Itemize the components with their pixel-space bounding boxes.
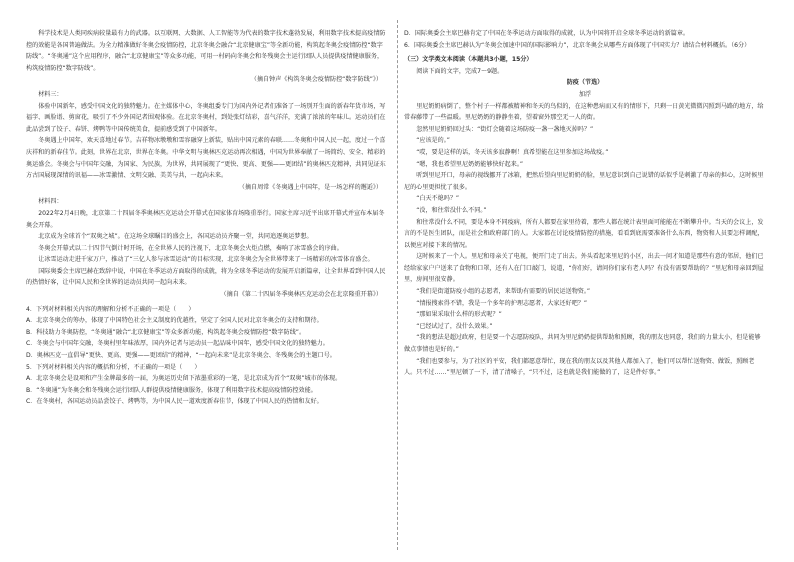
paragraph-l5: 冬奥遇上中国年，欢天喜地过春节。吉祥物冰墩墩和雪容融穿上新装，贴出中国元素的春联……冬奥和中国人民一起，度过一个喜庆祥和的新春佳节。此刻，世界在北京，世界在冬奥。中华文明与奥林匹克运动再次相遇，中国为世界奉献了一场简约、安全、精彩的奥运盛会。冬奥会与中国年交融，为国家、为民族，为世界，共同展现了“更快、更高、更强——更团结”的奥林匹克精神，共同见证东方古国展现深情的讯福——冰雪激情、文明交融、美美与共，一起向未来。 <box>26 137 386 180</box>
paragraph-r14: “没，和往常没什么不同。” <box>416 206 487 214</box>
paragraph-r17: “我们是街道防疫小组的志愿者，来帮助有需要的居民运送物资。” <box>416 288 591 296</box>
paragraph-r9: “应该是的。” <box>416 137 450 145</box>
paragraph-r7: 里尼奶奶病倒了，整个村子一样都被精神和冬天的鸟似的，在这种患病而又有的情形下，只剩一日黄光微微闪照到马路的地方，给常春藤带了一些温暖。里尼奶奶的静静坐着，望着窗外那空无一人的街。 <box>404 102 764 122</box>
paragraph-l6: （摘自周常《冬奥遇上中国年，是一场怎样的邂逅》） <box>238 183 382 191</box>
paragraph-l9: 北京成为全球首个“双奥之城”。在这场全球瞩目的盛会上，各国运动员齐聚一堂，共同追逐奥运梦想。 <box>38 233 313 241</box>
paragraph-r2: 6．国际奥委会主席巴赫认为“冬奥会加速中国的国际影响力”，北京冬奥会从哪些方面体现了中国实力？请结合材料概括。（6分） <box>404 41 751 49</box>
paragraph-r19: “那如果采取什么样的形式呢？” <box>416 311 502 319</box>
paragraph-l4: 体验中国新年，感受中国文化的独特魅力。在主媒体中心，冬奥组委专门为国内外记者们准备了一场别开生面的新春年货市场，写福字、画脸谱、剪窗花，吸引了不少外国记者围观体验。在北京冬奥村，到处张灯结彩，喜气洋洋，充满了浓浓的年味儿。运动员们在此品尝到了饺子、春饼、烤鸭等中国传统美食，提前感受到了中国新年。 <box>26 102 386 133</box>
column-divider <box>397 20 398 550</box>
paragraph-r5: 防疫（节选） <box>566 79 604 87</box>
paragraph-l10: 冬奥会开幕式以二十四节气倒计时开场，在全世界人民的注视下，北京冬奥会火炬点燃，奏响了冰雪盛会的序曲。 <box>38 244 343 252</box>
paragraph-l7: 材料四： <box>38 198 63 206</box>
right-column <box>404 28 766 379</box>
left-column <box>26 28 388 408</box>
paragraph-r8: 忽然里尼奶奶回过头：“街灯会随着这场防疫一盏一盏地灭掉吗？” <box>416 125 594 133</box>
paragraph-r13: “白天不熄吗？” <box>416 195 460 203</box>
paragraph-r1: D．国际奥委会主席巴赫肯定了中国在冬季运动方面取得的成就，认为中国将开启全球冬季运动的新篇章。 <box>404 30 690 37</box>
paragraph-l16: B．科技助力冬奥防控，“冬奥通”融合“北京健康宝”等众多新功能，构筑起冬奥会疫情防控“数字防线”。 <box>26 328 306 336</box>
paragraph-l14: 4．下列对材料相关内容的理解和分析不正确的一项是（ ） <box>26 305 195 313</box>
paragraph-l13: （摘自《第二十四届冬季奥林匹克运动会在北京隆重开幕》） <box>220 291 382 299</box>
paragraph-l2: （摘自钟声《构筑冬奥会疫情防控“数字防线”》） <box>250 76 382 84</box>
paragraph-r20: “已经试过了，没什么效果。” <box>416 322 493 330</box>
paragraph-r15: 和往常没什么不同，要是本身不同疫病，所有人都要在家里待着，那些人都在统计表里面可能能在不断攀升中。当天的会议上，发言的不是医生团队，而是社会和政府部门的人。大家都在讨论疫情防控的措施，看看到底需要准备什么东西，物资和人员要怎样调配，以便应对接下来的情况。 <box>404 218 764 249</box>
paragraph-l20: A．北京冬奥会是设项和产生金牌最多的一届，为奥运历史留下浓墨重彩的一笔，是北京成为首个“双奥”城市的体现。 <box>26 375 342 383</box>
paragraph-l1: 科学技术是人类同疾病较量最有力的武器。以互联网、大数据、人工智能等为代表的数字技术蓬勃发展，利用数字技术提高疫情防控的效能是各国普遍做法。为全力精准做好冬奥会疫情防控，北京冬奥会融合“北京健康宝”等全新功能，构筑起冬奥会疫情防控“数字防线”。“冬奥通”这个应用程序，融合“北京健康宝”等众多功能，可用一村码向冬奥会和冬残奥会主运行团队人员提供疫情健康服务，构筑疫情防控“数字防线”。 <box>26 30 386 72</box>
paragraph-l15: A．北京冬奥会的筹办，体现了中国特色社会主义制度的优越性，坚定了全国人民对北京冬奥会的支持和期待。 <box>26 317 323 325</box>
paragraph-r22: “我们也要参与，为了社区的平安，我们都愿意帮忙，现在我的朋友以及其他人都加入了，他们可以帮忙送物资、做饭，照顾老人。只不过……”里尼顿了一下，清了清嗓子，“只不过，这也就是我们能做的了，这是件好事。” <box>404 357 755 377</box>
paragraph-r10: “哎，要是这样的话，冬天该多寂静啊！真希望能在这里参加这场战疫。” <box>416 148 609 156</box>
paragraph-l18: D．奥林匹克一直倡导“更快、更高、更强——更团结”的精神，“一起向未来”是北京冬奥会、冬残奥会的主题口号。 <box>26 352 336 360</box>
paragraph-r12: 听到里尼开口，母亲的视线挪开了冰箱，把然后望向里尼奶奶的脸，里尼意识到自己说错的话似乎是刺激了母亲的担心，这时候里尼的心里更担忧了很多。 <box>404 172 764 191</box>
paragraph-l22: C．在冬奥村，各国运动员品尝饺子、烤鸭等，为中国人民一道欢度新春佳节，体现了中国人民的热情和友好。 <box>26 398 323 406</box>
paragraph-r16: 这时候来了一个人。里尼和母亲关了电视，便开门走了出去。外头看起来里尼的小区，出去一问才知道是那些有意的邻居，他们已经给家家户户送来了食物和口罩，还有人在门口敲门，说道，“你们好，请问你们家有老人吗？有没有需要帮助的？”里尼和母亲回到屋里，房间里很安静。 <box>404 253 764 284</box>
paragraph-l21: B．“冬奥通”为冬奥会和冬残奥会运行团队人群提供疫情健康服务，体现了利用数字技术提高疫情防控效能。 <box>26 386 317 394</box>
paragraph-l19: 5．下列对材料相关内容的概括和分析，不正确的一项是（ ） <box>26 363 201 371</box>
paragraph-l11: 让冰雪运动走进千家万户，推动了“三亿人参与冰雪运动”的目标实现，北京冬奥会为全世界带来了一场精彩的冰雪体育盛会。 <box>38 256 374 264</box>
paragraph-l3: 材料三： <box>38 90 63 98</box>
paragraph-l8: 2022年2月4日晚，北京第二十四届冬季奥林匹克运动会开幕式在国家体育场隆重举行。国家主席习近平出席开幕式并宣布本届冬奥会开幕。 <box>26 209 385 229</box>
paragraph-l12: 国际奥委会主席巴赫在致辞中说，中国在冬季运动方面取得的成就，将为全球冬季运动的发展开启新篇章，让全世界看到中国人民的热情好客，让中国人民和全世界的运动员共同一起向未来。 <box>26 267 386 287</box>
paragraph-r18: “情报搜索得不错，我是一个多年的护理志愿者，大家还好吧？” <box>416 299 588 307</box>
paragraph-r4: 阅读下面的文字，完成7～9题。 <box>416 67 504 75</box>
paragraph-r21: “我的想法是超过政府，但是要一个志愿防疫队，共同为里尼奶奶提供帮助和照顾，我的朋友也同意，我们的力量太小，但是能够做点事情也是好的。” <box>404 334 761 354</box>
paragraph-r11: “嗯，我也希望里尼奶奶能够快好起来。” <box>416 160 524 168</box>
paragraph-r3: （三）文学类文本阅读（本题共3小题，15分） <box>404 56 533 64</box>
paragraph-l17: C．冬奥会与中国年交融，冬奥村里年味浓厚，国内外记者与运动员一起品味中国年，感受中国文化的独特魅力。 <box>26 340 329 348</box>
paragraph-r6: 加浮 <box>578 90 592 98</box>
